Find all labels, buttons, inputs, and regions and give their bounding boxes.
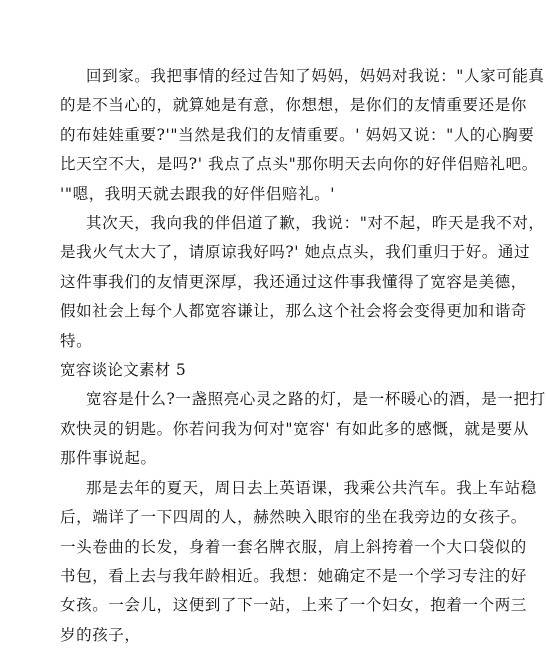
- text-line: 女孩。一会儿，这便到了下一站，上来了一个妇女，抱着一个两三: [60, 596, 527, 615]
- paragraph-last-summer: [60, 474, 537, 650]
- text-line: 那是去年的夏天，周日去上英语课，我乘公共汽车。我上车站稳: [86, 478, 537, 497]
- text-line: 的是不当心的，就算她是有意，你想想，是你们的友情重要还是你: [60, 96, 527, 115]
- text-line: 的布娃娃重要?'"当然是我们的友情重要。' 妈妈又说："人的心胸要: [60, 125, 535, 144]
- text-line: 这件事我们的友情更深厚，我还通过这件事我懂得了宽容是美德，: [60, 272, 527, 291]
- text-line: 其次天，我向我的伴侣道了歉，我说："对不起，昨天是我不对，: [86, 214, 545, 233]
- text-line: '"嗯，我明天就去跟我的好伴侣赔礼。': [60, 184, 336, 203]
- paragraph-next-day: [60, 209, 545, 356]
- text-line: 宽容是什么?一盏照亮心灵之路的灯，是一杯暖心的酒，是一把打: [86, 390, 546, 409]
- text-line: 欢快灵的钥匙。你若问我为何对"宽容' 有如此多的感慨，就是要从: [60, 419, 529, 438]
- text-line: 假如社会上每个人都宽容谦让，那么这个社会将会变得更加和谐奇: [60, 302, 527, 321]
- section-heading: [60, 356, 448, 385]
- text-line: 特。: [60, 331, 93, 350]
- text-line: 后，端详了一下四周的人，赫然映入眼帘的坐在我旁边的女孩子。: [60, 508, 527, 527]
- text-line: 岁的孩子，: [60, 625, 141, 644]
- heading-text: 宽容谈论文素材 5: [60, 361, 186, 380]
- text-line: 一头卷曲的长发，身着一套名牌衣服，肩上斜挎着一个大口袋似的: [60, 537, 527, 556]
- text-line: 比天空不大，是吗?' 我点了点头"那你明天去向你的好伴侣赔礼吧。: [60, 155, 538, 174]
- document-body: [60, 62, 546, 650]
- text-line: 回到家。我把事情的经过告知了妈妈，妈妈对我说："人家可能真: [86, 67, 545, 85]
- text-line: 那件事说起。: [60, 449, 157, 468]
- paragraph-return-home: [60, 62, 545, 209]
- text-line: 是我火气太大了，请原谅我好吗?' 她点点头，我们重归于好。通过: [60, 243, 531, 262]
- paragraph-what-is-tolerance: [60, 385, 546, 473]
- text-line: 书包，看上去与我年龄相近。我想：她确定不是一个学习专注的好: [60, 566, 527, 585]
